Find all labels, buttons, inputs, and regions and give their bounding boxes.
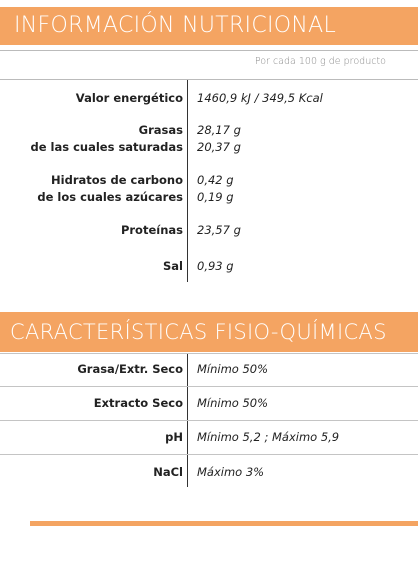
row-divider (0, 454, 418, 455)
nutrient-subvalue: 20,37 g (197, 140, 241, 154)
property-label: pH (165, 430, 183, 444)
footer-accent-bar (30, 521, 418, 526)
nutrient-value: 23,57 g (197, 223, 241, 237)
property-value: Mínimo 5,2 ; Máximo 5,9 (197, 430, 340, 444)
property-value: Mínimo 50% (197, 362, 269, 376)
nutrient-sublabel: de las cuales saturadas (30, 140, 183, 154)
nutrient-value: 0,42 g (197, 173, 234, 187)
property-value: Mínimo 50% (197, 396, 269, 410)
row-divider (0, 420, 418, 421)
nutrient-value: 0,93 g (197, 259, 234, 273)
header-divider (0, 50, 418, 51)
per-unit-note: Por cada 100 g de producto (254, 56, 386, 67)
nutrient-label: Valor energético (75, 91, 183, 105)
nutrition-column-divider (187, 80, 188, 282)
nutrient-value: 28,17 g (197, 123, 241, 137)
nutrient-subvalue: 0,19 g (197, 190, 234, 204)
property-label: Grasa/Extr. Seco (77, 362, 183, 376)
row-divider (0, 386, 418, 387)
property-label: NaCl (153, 465, 183, 479)
nutrient-label: Hidratos de carbono (51, 173, 183, 187)
nutrition-header-band (0, 7, 418, 45)
table-top-divider (0, 79, 418, 80)
nutrient-label: Grasas (138, 123, 183, 137)
row-divider (0, 353, 418, 354)
physchem-header-band (0, 312, 418, 352)
nutrient-label: Sal (163, 259, 183, 273)
nutrient-sublabel: de los cuales azúcares (37, 190, 183, 204)
property-value: Máximo 3% (197, 465, 265, 479)
nutrient-value: 1460,9 kJ / 349,5 Kcal (197, 91, 323, 105)
physchem-title: CARACTERÍSTICAS FISIO-QUÍMICAS (10, 320, 387, 344)
property-label: Extracto Seco (93, 396, 183, 410)
nutrient-label: Proteínas (120, 223, 183, 237)
nutrition-title: INFORMACIÓN NUTRICIONAL (14, 13, 337, 38)
